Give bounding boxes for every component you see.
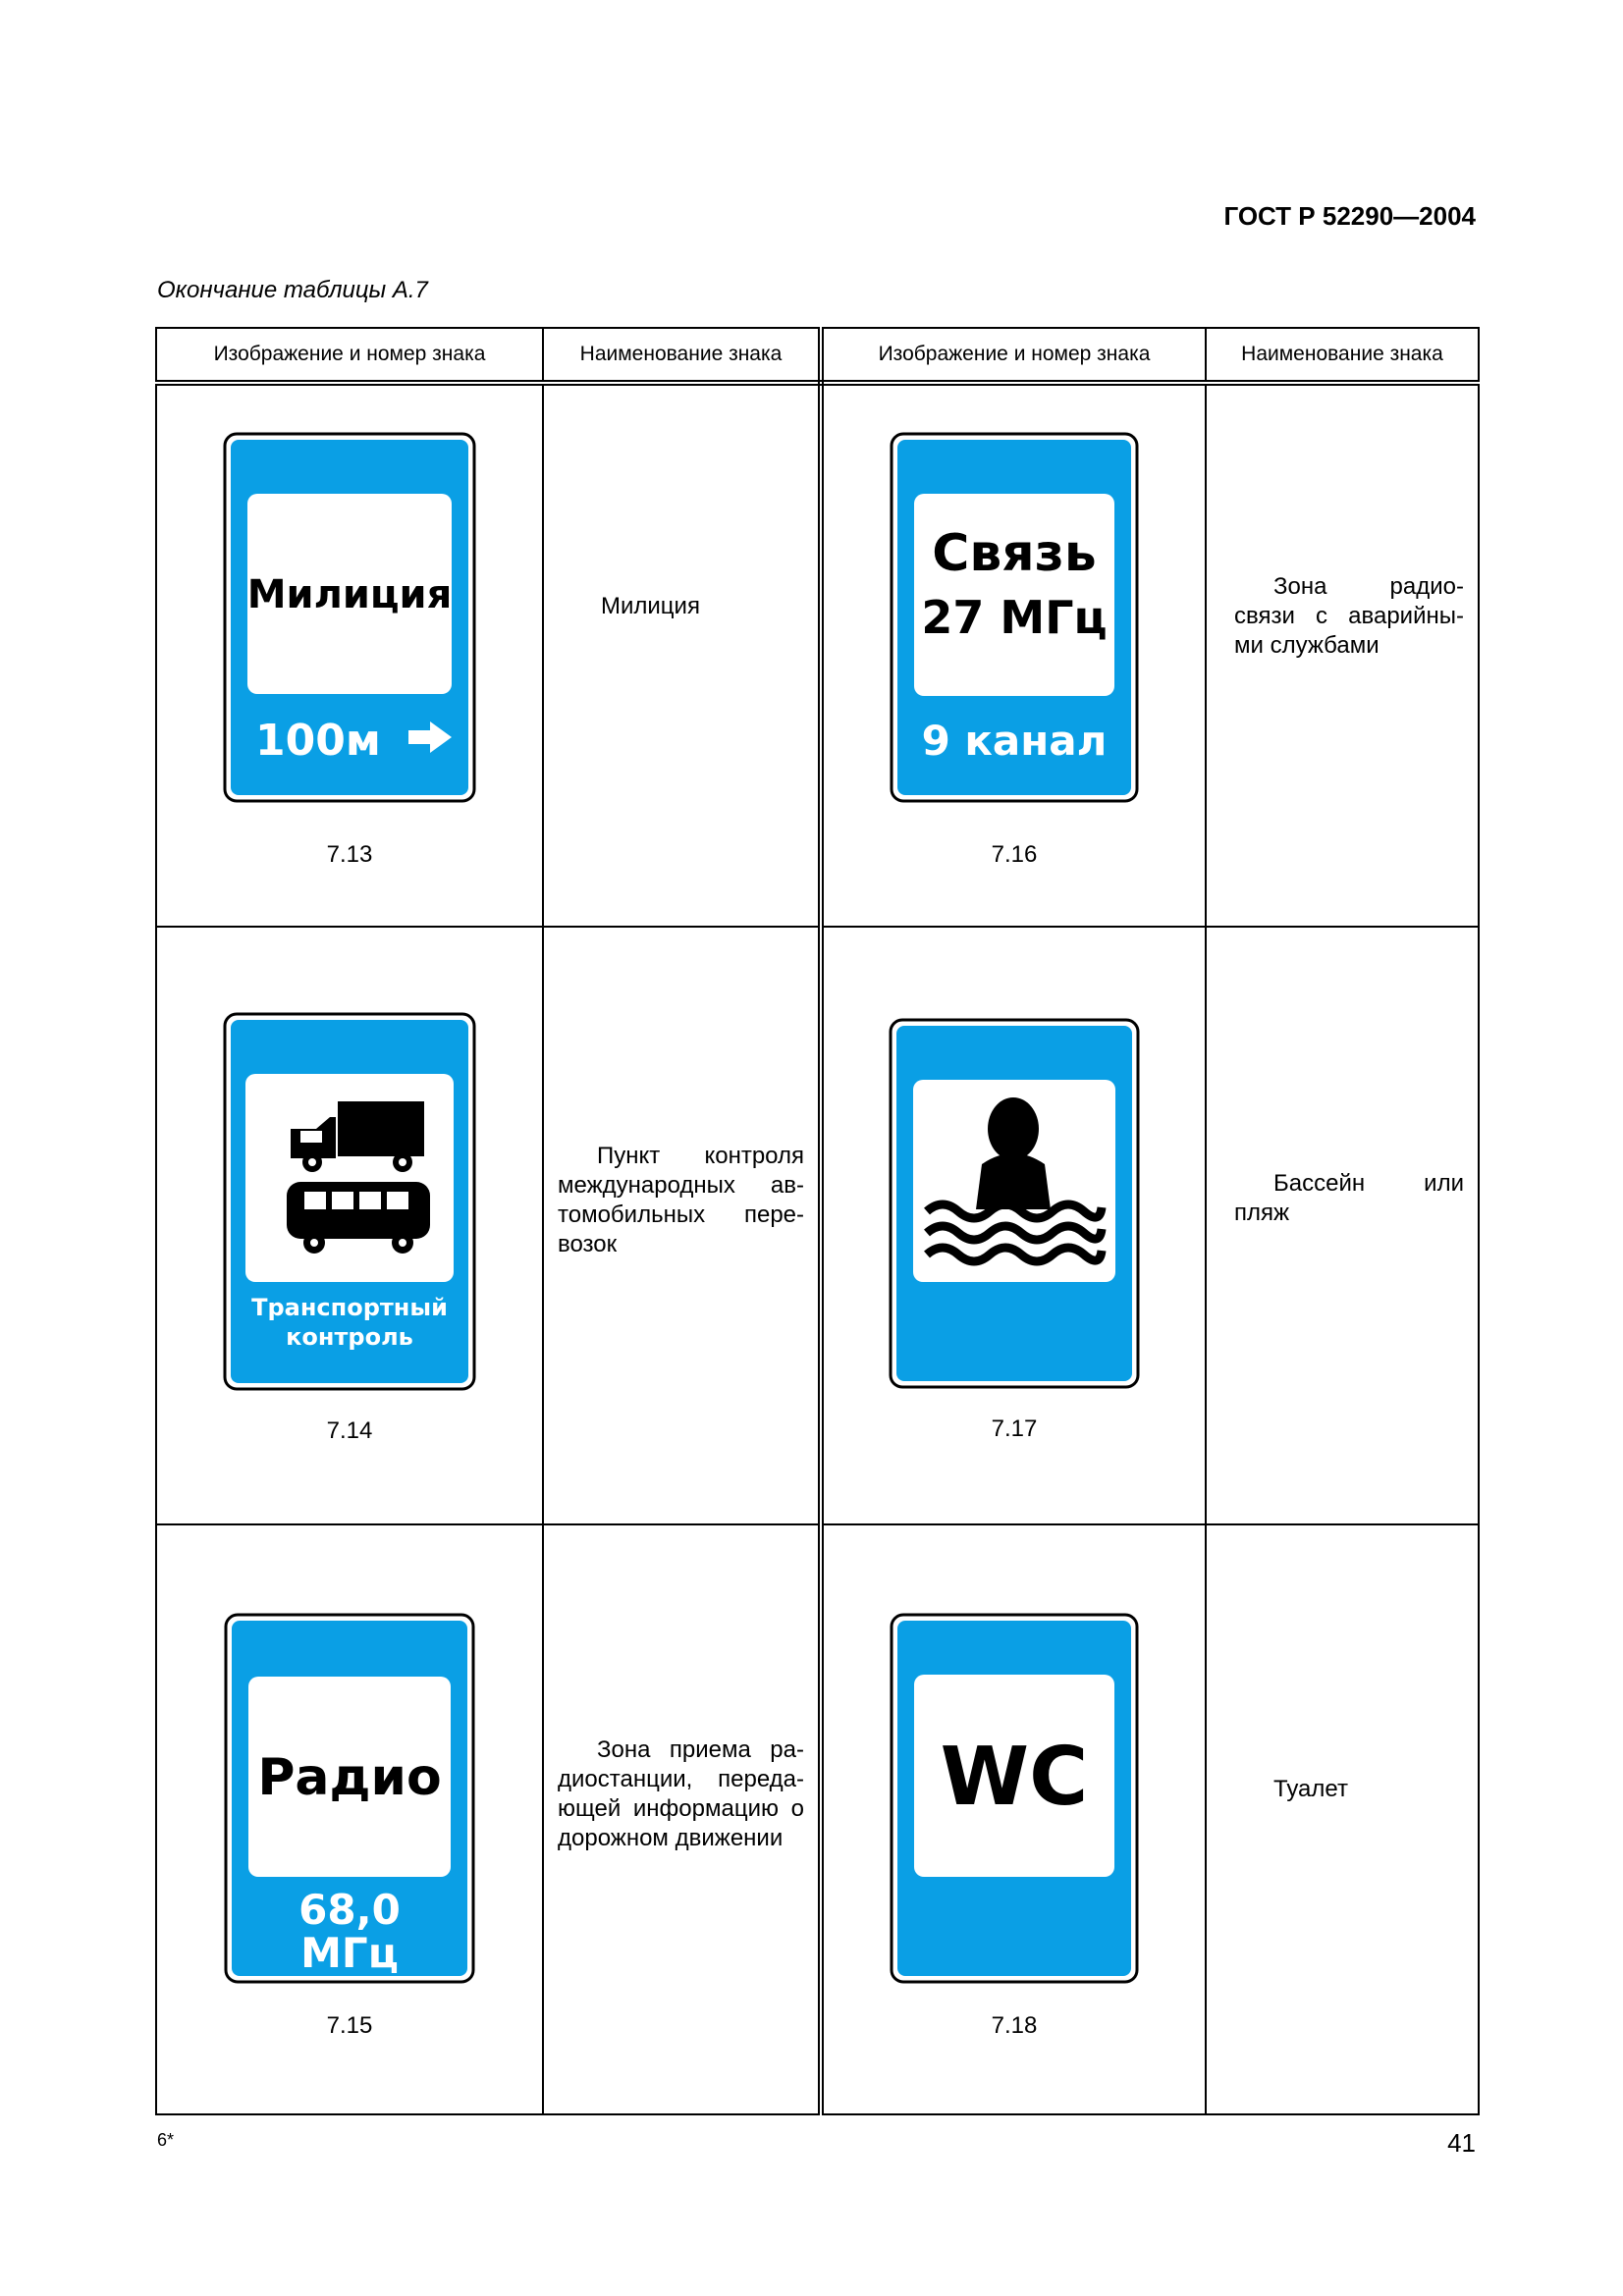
sign-cell: [156, 383, 543, 927]
sign-bottom-text: контроль: [286, 1323, 413, 1351]
sign-frequency-text: 68,0: [298, 1886, 401, 1934]
page-number: 41: [1447, 2128, 1476, 2158]
sign-number: 7.18: [991, 2012, 1038, 2039]
sign-name: Туалет: [1273, 1776, 1348, 1802]
footer-mark: 6*: [157, 2130, 175, 2150]
sign-cell: [156, 927, 543, 1524]
sign-main-text: Связь: [932, 524, 1097, 583]
sign-main-text: Радио: [257, 1748, 442, 1807]
name-cell: [1206, 1524, 1479, 2114]
header-sign-name: Наименование знака: [543, 328, 821, 383]
header-image-number: Изображение и номер знака: [156, 328, 543, 383]
sign-7-16: [889, 431, 1140, 804]
sign-frequency-text: 27 МГц: [921, 591, 1108, 644]
table-caption: Окончание таблицы А.7: [157, 277, 428, 303]
sign-number: 7.16: [991, 841, 1038, 868]
sign-number: 7.17: [991, 1415, 1038, 1442]
sign-cell: [821, 1524, 1206, 2114]
signs-table: [155, 327, 1480, 2115]
sign-name: Зона приема ра- диостанции, переда- ющей информацию о дорожном движении: [558, 1736, 804, 1851]
sign-name: Зона радио- связи с аварийны- ми службами: [1234, 573, 1464, 659]
name-cell: [1206, 927, 1479, 1524]
name-cell: [543, 1524, 821, 2114]
sign-7-17: [888, 1017, 1141, 1390]
sign-7-18: [889, 1612, 1140, 1985]
header-image-number: Изображение и номер знака: [821, 328, 1206, 383]
table-header-row: [156, 328, 1479, 383]
document-id: ГОСТ Р 52290—2004: [1223, 201, 1476, 231]
table-row: [156, 927, 1479, 1524]
sign-number: 7.13: [326, 841, 373, 868]
sign-cell: [156, 1524, 543, 2114]
sign-main-text: Милиция: [246, 572, 453, 617]
header-sign-name: Наименование знака: [1206, 328, 1479, 383]
name-cell: [543, 383, 821, 927]
sign-name: Бассейн или пляж: [1234, 1170, 1464, 1226]
sign-name: Милиция: [601, 593, 700, 619]
sign-7-15: [223, 1612, 476, 1985]
sign-cell: [821, 383, 1206, 927]
sign-bottom-text: Транспортный: [251, 1294, 448, 1321]
sign-cell: [821, 927, 1206, 1524]
sign-channel-text: 9 канал: [921, 717, 1108, 765]
sign-main-text: WC: [940, 1731, 1089, 1824]
sign-distance-text: 100м: [255, 716, 381, 766]
sign-7-13: [222, 431, 477, 804]
table-row: [156, 1524, 1479, 2114]
table-row: [156, 383, 1479, 927]
sign-name: Пункт контроля международных ав- томобильных пере- возок: [558, 1143, 804, 1257]
sign-number: 7.14: [326, 1417, 373, 1444]
sign-unit-text: МГц: [300, 1929, 399, 1977]
sign-number: 7.15: [326, 2012, 373, 2039]
name-cell: [543, 927, 821, 1524]
sign-7-14: [222, 1011, 477, 1392]
name-cell: [1206, 383, 1479, 927]
